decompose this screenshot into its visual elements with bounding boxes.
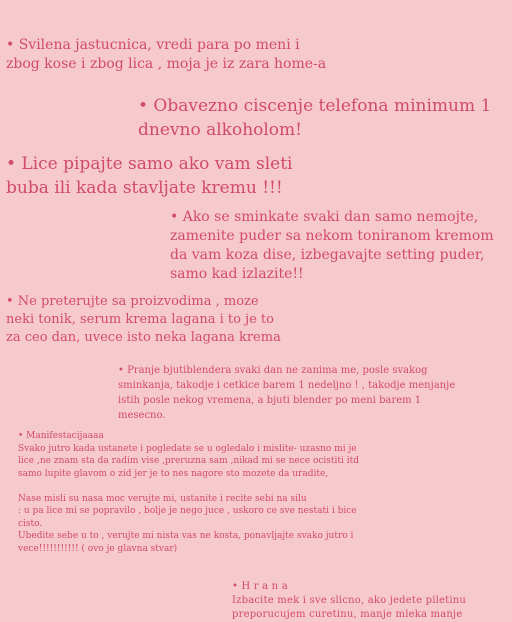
- tip-makeup-foundation: • Ako se sminkate svaki dan samo nemojte, zamenite puder sa nekom toniranom kremom da vam koza dise, izbegavajte setting puder, samo kad izlazite!!: [170, 209, 494, 282]
- tip-silk-pillowcase: • Svilena jastucnica, vredi para po meni i zbog kose i zbog lica , moja je iz zara home-a: [6, 37, 327, 72]
- tip-phone-cleaning: • Obavezno ciscenje telefona minimum 1 dnevno alkoholom!: [138, 96, 492, 140]
- tip-manifestation: • Manifestacijaaaa Svako jutro kada ustanete i pogledate se u ogledalo i mislite- uzasno mi je lice ,ne znam sta da radim vise ,preruzna sam ,nikad mi se nece ocistiti itd samo lupite glavom o zid jer je to nes nagore sto mozete da uradite, Nase misli su nasa moc verujte mi, ustanite i recite sebi na silu : u pa lice mi se popravilo , bolje je nego juce , uskoro ce sve nestati i bice cisto. Ubedite sebe u to , verujte mi nista vas ne kosta, ponavljajte svako jutro i vece!!!!!!!!!!! ( ovo je glavna stvar): [18, 431, 360, 554]
- tip-touching-face: • Lice pipajte samo ako vam sleti buba ili kada stavljate kremu !!!: [6, 154, 293, 198]
- tip-food: • H r a n a Izbacite mek i sve slicno, ako jedete piletinu preporucujem curetinu, manje mleka manje: [232, 581, 467, 620]
- tip-beautyblender-cleaning: • Pranje bjutiblendera svaki dan ne zanima me, posle svakog sminkanja, takodje i cetkice barem 1 nedeljno ! , takodje menjanje istih posle nekog vremena, a bjuti blender po meni barem 1 mesecno.: [118, 365, 456, 421]
- tip-skincare-products: • Ne preterujte sa proizvodima , moze neki tonik, serum krema lagana i to je to za ceo dan, uvece isto neka lagana krema: [6, 294, 281, 345]
